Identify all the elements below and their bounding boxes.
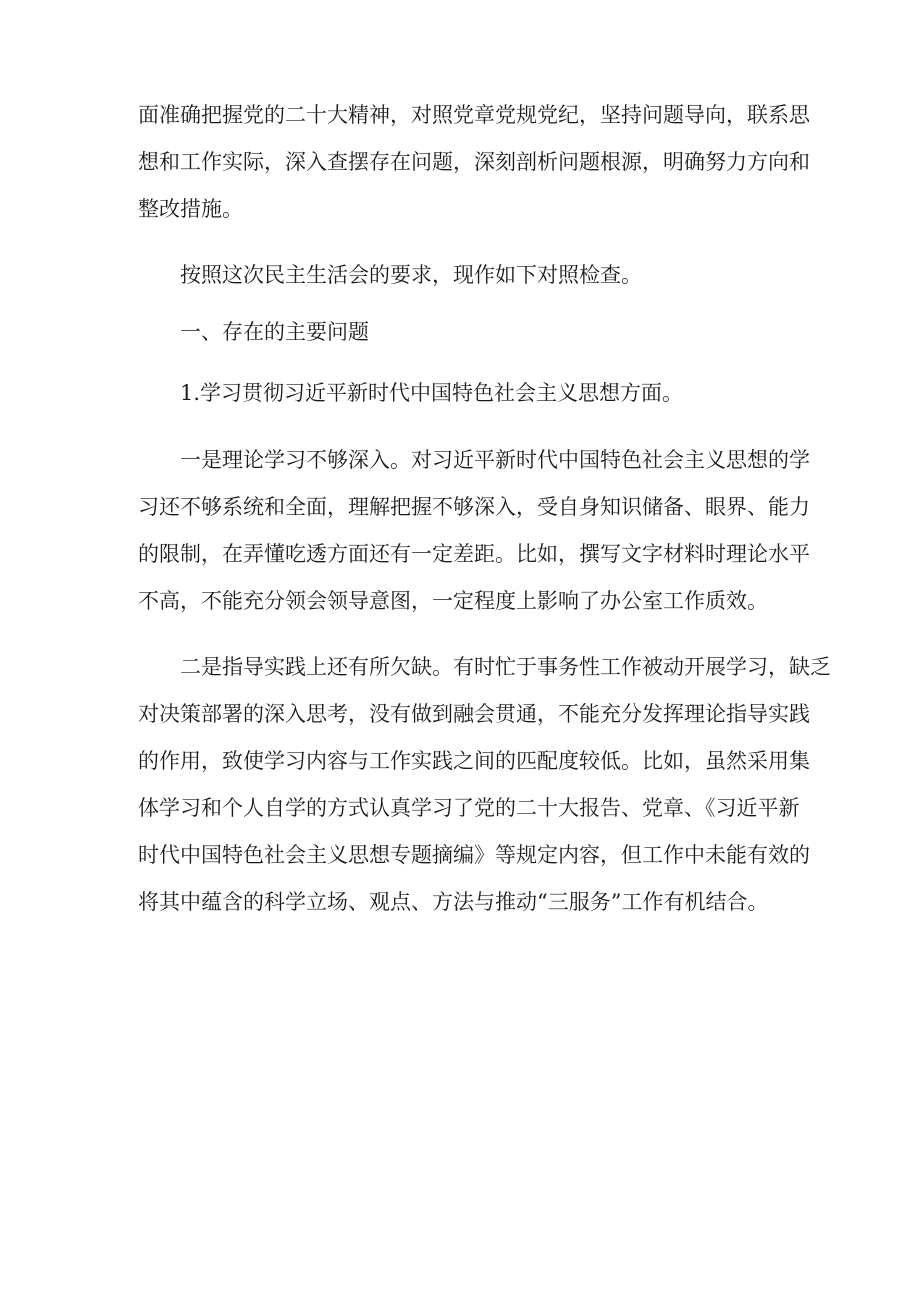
para2-line-1: 二是指导实践上还有所欠缺。有时忙于事务性工作被动开展学习，缺乏 [180,655,831,679]
lead-sentence: 按照这次民主生活会的要求，现作如下对照检查。 [180,263,642,287]
para1-line-2: 习还不够系统和全面，理解把握不够深入，受自身知识储备、眼界、能力 [138,495,810,519]
subheading-wrap [0,373,920,413]
section-heading-wrap [0,312,920,352]
intro-line-3-wrap [0,189,920,229]
para2-line-6: 将其中蕴含的科学立场、观点、方法与推动“三服务”工作有机结合。 [138,890,769,914]
para2-line-4-wrap [0,788,920,828]
para2-line-3: 的作用，致使学习内容与工作实践之间的匹配度较低。比如，虽然采用集 [138,749,810,773]
intro-line-3: 整改措施。 [138,197,243,221]
para2-line-2-wrap [0,694,920,734]
para1-line-4: 不高，不能充分领会领导意图，一定程度上影响了办公室工作质效。 [138,589,768,613]
para2-line-1-wrap [0,647,920,687]
para2-line-5-wrap [0,835,920,875]
intro-line-2: 想和工作实际，深入查摆存在问题，深刻剖析问题根源，明确努力方向和 [138,150,810,174]
intro-line-2-wrap [0,142,920,182]
para2-line-4: 体学习和个人自学的方式认真学习了党的二十大报告、党章、《习近平新 [138,796,800,820]
para1-line-3: 的限制，在弄懂吃透方面还有一定差距。比如，撰写文字材料时理论水平 [138,542,810,566]
para1-line-2-wrap [0,487,920,527]
para2-line-3-wrap [0,741,920,781]
para1-line-3-wrap [0,534,920,574]
para1-line-1-wrap [0,440,920,480]
para2-line-2: 对决策部署的深入思考，没有做到融会贯通，不能充分发挥理论指导实践 [138,702,810,726]
lead-wrap [0,255,920,295]
intro-line-1: 面准确把握党的二十大精神，对照党章党规党纪，坚持问题导向，联系思 [138,103,810,127]
intro-paragraph [0,95,920,135]
para2-line-6-wrap [0,882,920,922]
subheading: 1.学习贯彻习近平新时代中国特色社会主义思想方面。 [180,381,684,405]
para2-line-5: 时代中国特色社会主义思想专题摘编》等规定内容，但工作中未能有效的 [138,843,810,867]
para1-line-1: 一是理论学习不够深入。对习近平新时代中国特色社会主义思想的学 [180,448,810,472]
section-heading: 一、存在的主要问题 [180,320,369,344]
para1-line-4-wrap [0,581,920,621]
